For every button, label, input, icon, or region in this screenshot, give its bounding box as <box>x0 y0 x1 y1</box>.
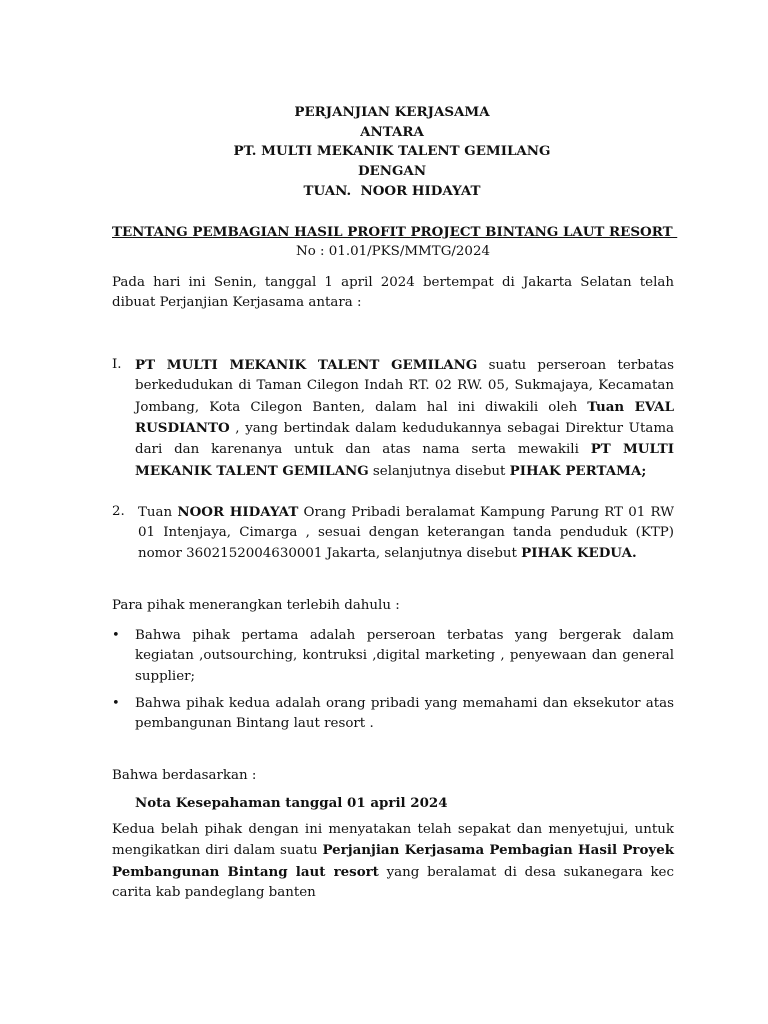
preamble: Para pihak menerangkan terlebih dahulu : <box>112 597 400 613</box>
party-second-alias: PIHAK KEDUA. <box>521 545 637 562</box>
document-title <box>110 103 674 202</box>
bullet-icon: • <box>112 628 120 644</box>
list-item-text: Bahwa pihak kedua adalah orang pribadi yang memahami dan eksekutor atas pembangunan Bintang laut resort . <box>135 695 674 732</box>
closing-paragraph <box>112 820 674 903</box>
bullet-icon: • <box>112 695 120 711</box>
document-page <box>112 103 678 903</box>
party-second-name: NOOR HIDAYAT <box>177 503 299 520</box>
list-item <box>112 626 674 687</box>
party-second-text-1: Tuan <box>138 504 178 520</box>
party-second-number: 2. <box>112 503 125 519</box>
party-first-name: PT MULTI MEKANIK TALENT GEMILANG <box>135 357 478 374</box>
closing-text-2: yang beralamat di desa sukanegara kec carita kab pandeglang banten <box>112 864 674 901</box>
list-item <box>112 694 674 735</box>
opening-paragraph: Pada hari ini Senin, tanggal 1 april 2024 bertempat di Jakarta Selatan telah dibuat Perjanjian Kerjasama antara : <box>112 274 674 310</box>
memorandum-reference: Nota Kesepahaman tanggal 01 april 2024 <box>135 794 448 811</box>
party-first-alias: PIHAK PERTAMA; <box>509 462 647 479</box>
party-first-text-2: , yang bertindak dalam kedudukannya sebagai Direktur Utama dari dan karenanya untuk dan atas nama serta mewakili <box>135 421 674 458</box>
based-on-heading: Bahwa berdasarkan : <box>112 767 257 783</box>
party-first-text-3: selanjutnya disebut <box>368 463 510 479</box>
party-second <box>112 502 674 565</box>
document-number: No : 01.01/PKS/MMTG/2024 <box>296 243 490 259</box>
list-item-text: Bahwa pihak pertama adalah perseroan terbatas yang bergerak dalam kegiatan ,outsourching, kontruksi ,digital marketing , penyewaan dan general supplier; <box>135 628 674 684</box>
closing-agreement-title: Perjanjian Kerjasama Pembagian Hasil Proyek Pembangunan Bintang laut resort <box>112 842 674 880</box>
party-first-name-repeat: PT MULTI MEKANIK TALENT GEMILANG <box>135 441 675 479</box>
closing-text-1: Kedua belah pihak dengan ini menyatakan telah sepakat dan menyetujui, untuk mengikatkan diri dalam suatu <box>112 822 674 859</box>
party-first-representative: Tuan EVAL RUSDIANTO <box>135 398 674 436</box>
title-line-2: ANTARA <box>360 123 424 140</box>
party-first <box>112 355 674 482</box>
title-line-1: PERJANJIAN KERJASAMA <box>294 104 490 120</box>
agreement-subject: TENTANG PEMBAGIAN HASIL PROFIT PROJECT BINTANG LAUT RESORT <box>112 223 678 240</box>
title-line-5: TUAN. NOOR HIDAYAT <box>303 182 481 199</box>
title-line-4: DENGAN <box>357 163 427 180</box>
party-first-text-1: suatu perseroan terbatas berkedudukan di Taman Cilegon Indah RT. 02 RW. 05, Sukmajaya, Kecamatan Jombang, Kota Cilegon Banten, dalam hal ini diwakili oleh <box>135 358 674 415</box>
party-first-number: I. <box>112 357 122 373</box>
party-second-text-2: Orang Pribadi beralamat Kampung Parung RT 01 RW 01 Intenjaya, Cimarga , sesuai dengan keterangan tanda penduduk (KTP) nomor 3602152004630001 Jakarta, selanjutnya disebut <box>138 504 675 562</box>
title-line-3: PT. MULTI MEKANIK TALENT GEMILANG <box>233 143 551 160</box>
